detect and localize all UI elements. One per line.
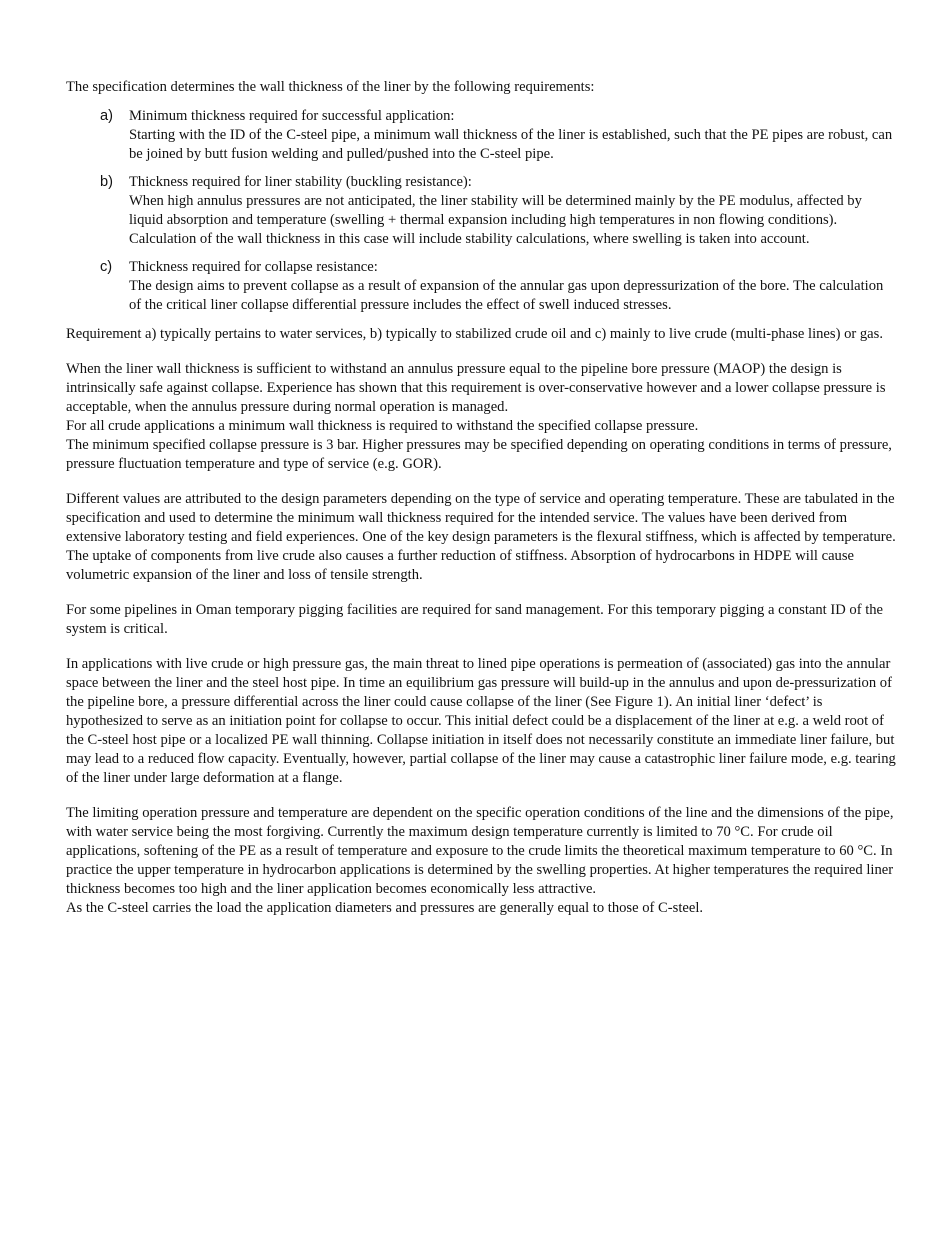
requirement-heading: Thickness required for collapse resistance: <box>129 259 378 275</box>
paragraph-line: For all crude applications a minimum wall thickness is required to withstand the specified collapse pressure. <box>66 418 699 434</box>
requirement-heading: Minimum thickness required for successful application: <box>129 108 455 124</box>
requirement-letter: b) <box>100 174 113 190</box>
requirement-body: The design aims to prevent collapse as a result of expansion of the annular gas upon depressurization of the bore. The calculation of the critical liner collapse differential pressure includes the effect of swell induced stresses. <box>129 278 884 313</box>
requirement-letter: a) <box>100 108 113 124</box>
requirements-list <box>66 107 896 315</box>
paragraph-operating-limits <box>66 804 896 918</box>
paragraph-service-types: Requirement a) typically pertains to water services, b) typically to stabilized crude oil and c) mainly to live crude (multi-phase lines) or gas. <box>66 326 883 342</box>
requirement-body: When high annulus pressures are not anticipated, the liner stability will be determined mainly by the PE modulus, affected by liquid absorption and temperature (swelling + thermal expansion including high temperatures in non flowing conditions). Calculation of the wall thickness in this case will include stability calculations, where swelling is taken into account. <box>129 193 862 247</box>
requirement-a <box>66 107 896 164</box>
paragraph-line: The limiting operation pressure and temperature are dependent on the specific operation conditions of the line and the dimensions of the pipe, with water service being the most forgiving. Currently the maximum design temperature currently is limited to 70 °C. For crude oil applications, softening of the PE as a result of temperature and exposure to the crude limits the theoretical maximum temperature to 60 °C. In practice the upper temperature in hydrocarbon applications is determined by the swelling properties. At higher temperatures the required liner thickness becomes too high and the liner application becomes economically less attractive. <box>66 805 894 897</box>
requirement-c <box>66 258 896 315</box>
requirement-heading: Thickness required for liner stability (buckling resistance): <box>129 174 472 190</box>
requirement-b <box>66 173 896 249</box>
intro-paragraph: The specification determines the wall thickness of the liner by the following requirements: <box>66 79 595 95</box>
requirement-body: Starting with the ID of the C-steel pipe, a minimum wall thickness of the liner is established, such that the PE pipes are robust, can be joined by butt fusion welding and pulled/pushed into the C-steel pipe. <box>129 127 893 162</box>
paragraph-pigging: For some pipelines in Oman temporary pigging facilities are required for sand management. For this temporary pigging a constant ID of the system is critical. <box>66 602 884 637</box>
document-page <box>66 78 896 918</box>
requirement-letter: c) <box>100 259 113 275</box>
paragraph-collapse-pressure <box>66 360 896 474</box>
paragraph-line: As the C-steel carries the load the application diameters and pressures are generally equal to those of C-steel. <box>66 900 704 916</box>
paragraph-permeation: In applications with live crude or high pressure gas, the main threat to lined pipe operations is permeation of (associated) gas into the annular space between the liner and the steel host pipe. In time an equilibrium gas pressure will build-up in the annulus and upon de-pressurization of the pipeline bore, a pressure differential across the liner could cause collapse of the liner (See Figure 1). An initial liner ‘defect’ is hypothesized to serve as an initiation point for collapse to occur. This initial defect could be a displacement of the liner at e.g. a weld root of the C-steel host pipe or a localized PE wall thinning. Collapse initiation in itself does not necessarily constitute an immediate liner failure, but may lead to a reduced flow capacity. Eventually, however, partial collapse of the liner may cause a catastrophic liner failure mode, e.g. tearing of the liner under large deformation at a flange. <box>66 656 896 786</box>
paragraph-line: The minimum specified collapse pressure is 3 bar. Higher pressures may be specified depending on operating conditions in terms of pressure, pressure fluctuation temperature and type of service (e.g. GOR). <box>66 437 892 472</box>
paragraph-design-parameters: Different values are attributed to the design parameters depending on the type of service and operating temperature. These are tabulated in the specification and used to determine the minimum wall thickness required for the intended service. The values have been derived from extensive laboratory testing and field experiences. One of the key design parameters is the flexural stiffness, which is affected by temperature. The uptake of components from live crude also causes a further reduction of stiffness. Absorption of hydrocarbons in HDPE will cause volumetric expansion of the liner and loss of tensile strength. <box>66 491 896 583</box>
paragraph-line: When the liner wall thickness is sufficient to withstand an annulus pressure equal to the pipeline bore pressure (MAOP) the design is intrinsically safe against collapse. Experience has shown that this requirement is over-conservative however and a lower collapse pressure is acceptable, when the annulus pressure during normal operation is managed. <box>66 361 886 415</box>
